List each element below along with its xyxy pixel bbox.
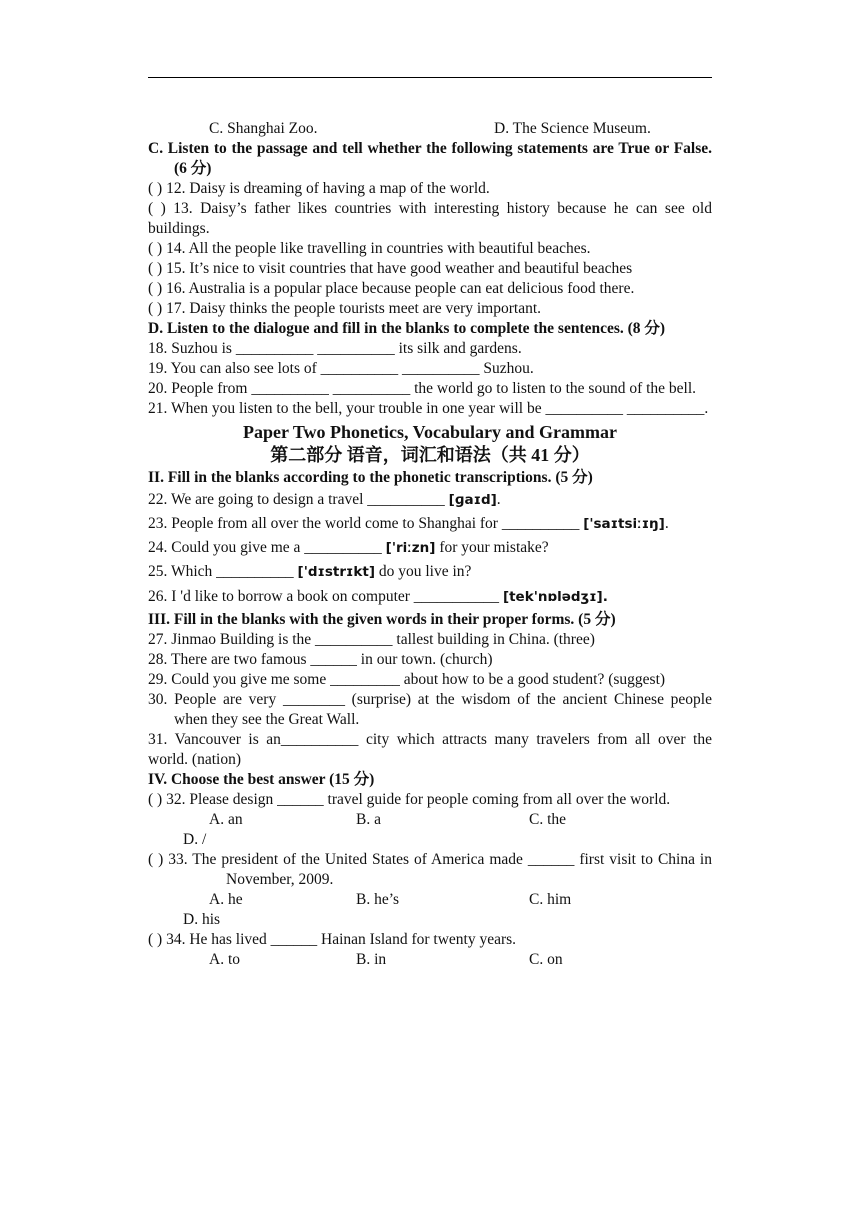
option-a: A. to	[209, 951, 240, 968]
phonetic: ['dɪstrɪkt]	[297, 564, 375, 580]
question-16: ( ) 16. Australia is a popular place because people can eat delicious food there.	[148, 280, 635, 297]
q34-options	[148, 950, 712, 970]
question-18: 18. Suzhou is __________ __________ its silk and gardens.	[148, 340, 522, 357]
question-33: ( ) 33. The president of the United States of America made ______ first visit to China in November, 2009.	[148, 851, 712, 888]
paper-two-title-cn: 第二部分 语音，词汇和语法（共 41 分）	[270, 445, 590, 465]
option-d: D. The Science Museum.	[494, 120, 651, 137]
option-c: C. on	[529, 951, 563, 968]
question-31: 31. Vancouver is an__________ city which attracts many travelers from all over the world. (nation)	[148, 731, 712, 768]
q32-options	[148, 810, 712, 830]
option-b: B. in	[356, 951, 387, 968]
question-20: 20. People from __________ __________ the world go to listen to the sound of the bell.	[148, 380, 697, 397]
question-22: 22. We are going to design a travel __________ [ɡaɪd].	[148, 491, 501, 508]
section-iii-heading: III. Fill in the blanks with the given words in their proper forms. (5 分)	[148, 611, 616, 628]
question-14: ( ) 14. All the people like travelling in countries with beautiful beaches.	[148, 240, 591, 257]
section-ii-heading: II. Fill in the blanks according to the phonetic transcriptions. (5 分)	[148, 469, 593, 486]
question-32: ( ) 32. Please design ______ travel guide for people coming from all over the world.	[148, 791, 671, 808]
exam-content	[148, 119, 712, 970]
question-15: ( ) 15. It’s nice to visit countries that have good weather and beautiful beaches	[148, 260, 633, 277]
q33-options	[148, 890, 712, 910]
option-b: B. he’s	[356, 891, 400, 908]
option-b: B. a	[356, 811, 381, 828]
section-iv-heading: IV. Choose the best answer (15 分)	[148, 771, 375, 788]
question-29: 29. Could you give me some _________ about how to be a good student? (suggest)	[148, 671, 666, 688]
option-c: C. the	[529, 811, 567, 828]
question-21: 21. When you listen to the bell, your trouble in one year will be __________ __________.	[148, 400, 709, 417]
question-27: 27. Jinmao Building is the __________ tallest building in China. (three)	[148, 631, 595, 648]
question-25: 25. Which __________ ['dɪstrɪkt] do you live in?	[148, 563, 472, 580]
question-12: ( ) 12. Daisy is dreaming of having a map of the world.	[148, 180, 490, 197]
option-c: C. Shanghai Zoo.	[209, 120, 318, 137]
question-34: ( ) 34. He has lived ______ Hainan Island for twenty years.	[148, 931, 517, 948]
question-23: 23. People from all over the world come to Shanghai for __________ ['saɪtsiːɪŋ].	[148, 515, 669, 532]
question-17: ( ) 17. Daisy thinks the people tourists meet are very important.	[148, 300, 542, 317]
question-24: 24. Could you give me a __________ ['riːzn] for your mistake?	[148, 539, 549, 556]
phonetic: ['saɪtsiːɪŋ]	[583, 516, 665, 532]
question-13: ( ) 13. Daisy’s father likes countries with interesting history because he can see old buildings.	[148, 200, 712, 237]
option-a: A. he	[209, 891, 243, 908]
phonetic: ['riːzn]	[385, 540, 436, 556]
phonetic: [tek'nɒlədʒɪ].	[502, 589, 608, 605]
question-26: 26. I 'd like to borrow a book on computer ___________ [tek'nɒlədʒɪ].	[148, 588, 608, 605]
q11-options	[148, 119, 712, 139]
option-c: C. him	[529, 891, 572, 908]
phonetic: [ɡaɪd]	[448, 492, 497, 508]
question-19: 19. You can also see lots of __________ __________ Suzhou.	[148, 360, 534, 377]
option-a: A. an	[209, 811, 243, 828]
section-d-heading: D. Listen to the dialogue and fill in the blanks to complete the sentences. (8 分)	[148, 320, 666, 337]
paper-two-title: Paper Two Phonetics, Vocabulary and Grammar	[242, 422, 617, 442]
q33-option-d: D. his	[183, 911, 221, 928]
question-28: 28. There are two famous ______ in our town. (church)	[148, 651, 493, 668]
question-30: 30. People are very ________ (surprise) at the wisdom of the ancient Chinese people when they see the Great Wall.	[148, 691, 712, 728]
q32-option-d: D. /	[183, 831, 207, 848]
section-c-heading: C. Listen to the passage and tell whether the following statements are True or False. (6 分)	[148, 140, 712, 177]
header-rule	[148, 77, 712, 78]
